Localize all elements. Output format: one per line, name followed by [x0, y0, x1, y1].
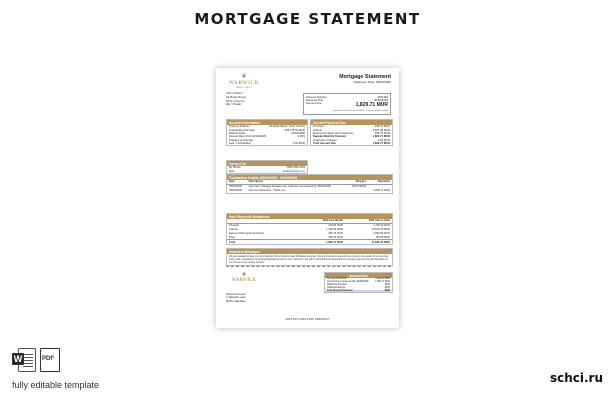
amount-due-value: 1,829.71 MUR [355, 102, 388, 109]
transactions-table: Date Description Charges Payments 05/04/2025 Late Fees (charged because your total was not received by 05/01/2025) 125.00 MUR 05/04/2025 Payment Received – Thank you 1,829.71 MUR [229, 180, 390, 193]
template-caption: fully editable template [12, 380, 100, 390]
account-summary-box: Account Number 1057463 Payment Due 06/06/2025 Amount Due 1,829.71 MUR If payment is received after 06/06/25, a late fee will be charged [303, 93, 391, 115]
page-heading: MORTGAGE STATEMENT [194, 10, 421, 28]
scan-line: 1057463 00871190 06200617 [285, 317, 330, 321]
table-row: Principal 143.84 MUR 1,720.22 MUR [229, 224, 390, 228]
statement-title-block [339, 74, 391, 85]
tear-off-divider [226, 266, 391, 267]
table-row: Interest 1,318.52 MUR 15,815.00 MUR [229, 228, 390, 232]
table-row: 05/04/2025 Payment Received – Thank you 1,829.71 MUR [229, 189, 390, 193]
bank-remit-address: Warwick House 1 Warwick Lane Moka, Mauritius [226, 292, 246, 303]
amount-due-stub: Amount Due Due By 06/06/2025 1,829.71 MUR Amount Due if received after 06/06/2025 1,954.71 MUR Additional Principal MUR Additional Escrow MUR Total Amount Enclosed MUR [324, 272, 393, 293]
statement-title: Mortgage Statement [339, 74, 391, 80]
table-row: Fees 125.00 MUR 125.00 MUR [229, 235, 390, 239]
pdf-file-icon: PDF [38, 348, 60, 372]
table-total-row: Total 1,829.71 MUR 21,955.31 MUR [229, 240, 390, 244]
account-information-panel: Account Information Property Address 16 Road Street, Town Country Outstanding Principal 184,715.33 MUR Maturity Date 04/01/2035 Interest Rate (Until 04/01/2025) 4.25% Prepayment Penalty Late / Outstanding 0.00 MUR [226, 119, 308, 146]
table-row: Escrow (Taxes and Insurance) 235.73 MUR 2,829.83 MUR [229, 231, 390, 235]
statement-preview [216, 68, 399, 328]
transaction-activity-panel: Transaction Activity (05/04/2025 - 20/04/2025) Date Description Charges Payments 05/04/2025 Late Fees (charged because your total was not received by 05/01/2025) 125.00 MUR 05/04/2025 Payment Received – Thank you 1,829.71 MUR [226, 174, 393, 194]
format-icons [12, 348, 60, 372]
table-row: 05/04/2025 Late Fees (charged because your total was not received by 05/01/2025) 125.00 MUR [229, 185, 367, 189]
site-brand: schci.ru [549, 371, 603, 385]
bank-logo-stub: ❦ WARWICK [226, 272, 262, 284]
contact-panel: Contact Us By Phone (555) 555-1234 Mail mail@warwick.com [226, 160, 308, 174]
bank-logo [226, 73, 262, 90]
past-payments-panel: Past Payments Breakdown Paid Last Month Paid Year to Date Principal 143.84 MUR 1,720.22 MUR Interest 1,318.52 MUR 15,815.00 MUR Escrow (Taxes and Insurance) 235.73 MUR 2,829.83 MUR Fees 125.00 MUR 125.00 MUR Total 1,829.71 MUR 21,955.31 MUR [226, 213, 393, 245]
logo-tagline: BANK & TRUST [236, 86, 252, 89]
current-payment-due-panel: Current Payment Due Principal 236.34 MUR Interest 1,827.38 MUR Escrow (for Taxes and Insurance) 235.73 MUR Regular Monthly Payment 1,829.71 MUR Total Fees Charged 0.00 MUR Total Amount Due 1,829.71 MUR [310, 119, 393, 146]
word-file-icon: W [12, 348, 34, 372]
logo-name: WARWICK [228, 80, 260, 86]
important-messages-panel: Important Messages We are pleased to have you as a Warwick Home Bank Limited Mortgage customer. We are honored to support the country in the quality of our services and remain committed to providing financial security for our customers. We will be scheduling an appointment to review your account and the plans for your home in the coming months. [226, 248, 393, 266]
crest-icon: ❦ [241, 272, 247, 278]
contact-email-link[interactable]: mail@warwick.com [281, 169, 305, 173]
borrower-address: John Citizen 16 Road Street Town Country Zip / Postal [226, 91, 247, 107]
statement-date: Statement Date: 05/04/2025 [353, 79, 391, 84]
crest-icon: ❦ [241, 73, 247, 80]
past-payments-table: Paid Last Month Paid Year to Date Principal 143.84 MUR 1,720.22 MUR Interest 1,318.52 MUR 15,815.00 MUR Escrow (Taxes and Insurance) 235.73 MUR 2,829.83 MUR Fees 125.00 MUR 125.00 MUR Total 1,829.71 MUR 21,955.31 MUR [229, 219, 390, 244]
